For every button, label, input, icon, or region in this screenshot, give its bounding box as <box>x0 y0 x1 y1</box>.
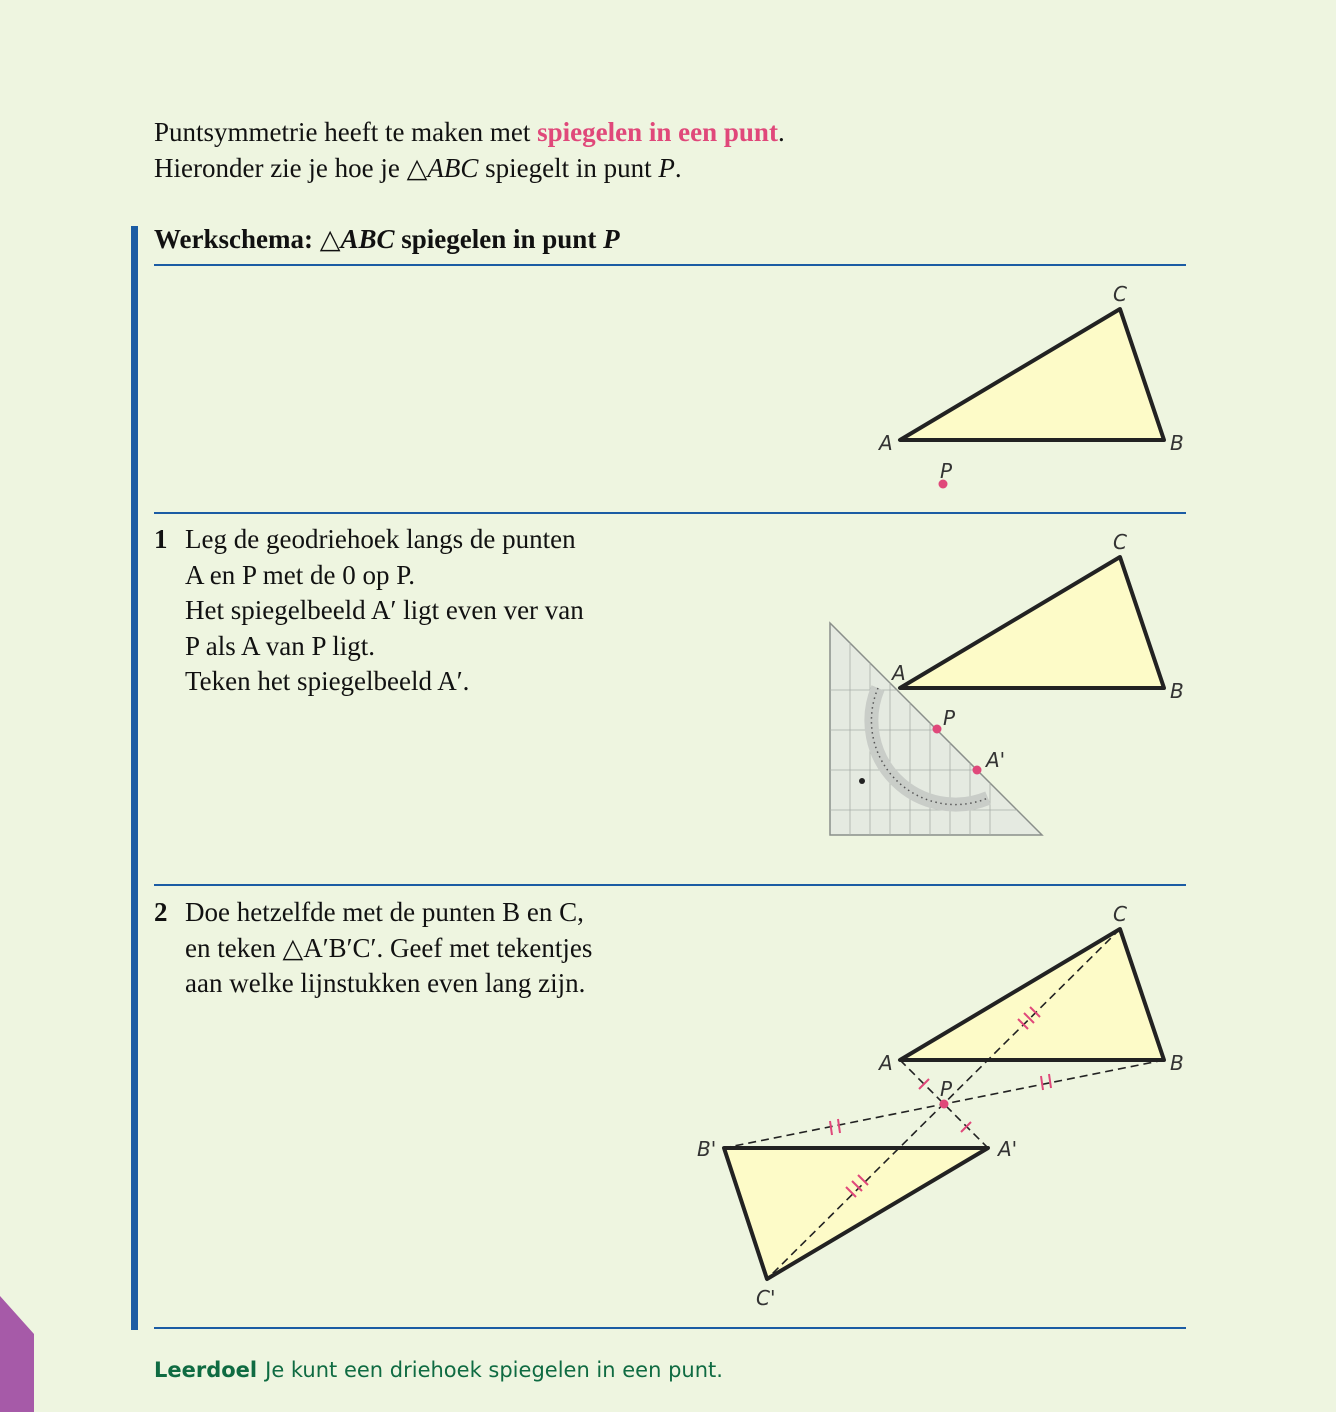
label-p: P <box>943 706 956 730</box>
label-b: B <box>1170 1051 1184 1075</box>
intro-line-1: Puntsymmetrie heeft te maken met spiegelen in een punt. <box>154 117 785 147</box>
label-c: C <box>1113 902 1127 926</box>
figure-initial <box>877 282 1184 489</box>
triangle-abc <box>900 557 1164 688</box>
label-b-prime: B' <box>697 1137 717 1161</box>
step-line: aan welke lijnstukken even lang zijn. <box>185 968 586 998</box>
label-c-prime: C' <box>756 1286 776 1310</box>
label-b: B <box>1170 679 1184 703</box>
schema-heading: Werkschema: △ABC spiegelen in punt P <box>154 224 620 254</box>
figure-step-2 <box>697 902 1184 1310</box>
step-line: A en P met de 0 op P. <box>185 559 416 590</box>
step-line: en teken △A′B′C′. Geef met tekentjes <box>185 932 593 963</box>
step-number: 2 <box>154 897 168 927</box>
label-a: A <box>879 1051 893 1075</box>
label-c: C <box>1113 530 1127 554</box>
label-a: A <box>892 661 906 685</box>
step-number: 1 <box>154 524 168 554</box>
intro-line-2: Hieronder zie je hoe je △ABC spiegelt in punt P. <box>154 153 682 183</box>
triangle-abc <box>900 309 1164 440</box>
page-corner-tab <box>0 1296 36 1412</box>
label-a: A <box>879 431 893 455</box>
figure-step-1 <box>830 530 1184 835</box>
label-b: B <box>1170 431 1184 455</box>
label-a-prime: A' <box>998 1137 1018 1161</box>
learning-goal-text: Je kunt een driehoek spiegelen in een punt. <box>265 1358 723 1382</box>
step-line: Leg de geodriehoek langs de punten <box>185 524 576 554</box>
highlight-term: spiegelen in een punt <box>537 117 778 147</box>
point-p <box>933 725 942 734</box>
label-c: C <box>1113 282 1127 306</box>
learning-goal <box>154 1358 723 1382</box>
label-p: P <box>940 1077 953 1101</box>
step-line: Het spiegelbeeld A′ ligt even ver van <box>185 595 584 625</box>
step-line: Teken het spiegelbeeld A′. <box>185 666 470 696</box>
step-line: Doe hetzelfde met de punten B en C, <box>185 897 584 927</box>
point-a-prime <box>973 766 982 775</box>
triangle-a-prime-b-prime-c-prime <box>724 1148 988 1279</box>
learning-goal-label: Leerdoel <box>154 1358 258 1382</box>
label-p: P <box>940 459 953 483</box>
label-a-prime: A' <box>986 748 1006 772</box>
step-line: P als A van P ligt. <box>185 630 376 661</box>
triangle-abc <box>900 929 1164 1060</box>
